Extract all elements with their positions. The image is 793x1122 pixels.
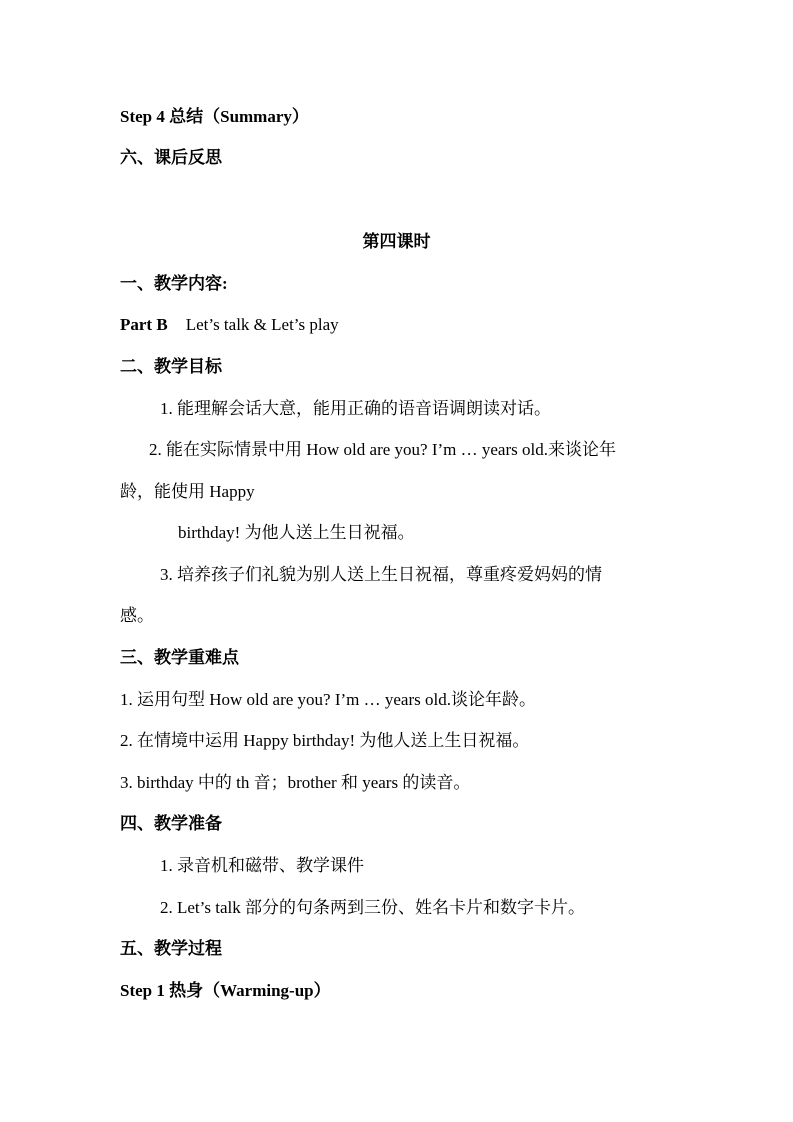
step4-heading: Step 4 总结（Summary） — [120, 107, 309, 126]
keypoint-1: 1. 运用句型 How old are you? I’m … years old.谈论年龄。 — [120, 690, 536, 709]
content-text: Let’s talk & Let’s play — [185, 315, 339, 334]
keypoint-2: 2. 在情境中运用 Happy birthday! 为他人送上生日祝福。 — [120, 731, 530, 750]
section4-heading: 四、教学准备 — [120, 814, 222, 833]
lesson-title: 第四课时 — [362, 232, 431, 251]
section2-heading: 二、教学目标 — [120, 357, 222, 376]
content-part: Part B — [120, 315, 168, 334]
prep-2: 2. Let’s talk 部分的句条两到三份、姓名卡片和数字卡片。 — [160, 898, 585, 917]
objective-3-line-1: 3. 培养孩子们礼貌为别人送上生日祝福，尊重疼爱妈妈的情 — [160, 565, 602, 584]
section6-heading: 六、课后反思 — [120, 148, 222, 167]
objective-2-line-3: birthday! 为他人送上生日祝福。 — [178, 523, 415, 542]
objective-3-line-2: 感。 — [120, 606, 154, 625]
objective-2-line-1: 2. 能在实际情景中用 How old are you? I’m … years old.来谈论年 — [149, 440, 616, 459]
keypoint-3: 3. birthday 中的 th 音；brother 和 years 的读音。 — [120, 773, 471, 792]
section5-heading: 五、教学过程 — [120, 939, 222, 958]
step1-heading: Step 1 热身（Warming-up） — [120, 981, 331, 1000]
objective-2-line-2: 龄，能使用 Happy — [120, 482, 255, 501]
prep-1: 1. 录音机和磁带、教学课件 — [160, 856, 364, 875]
objective-1: 1. 能理解会话大意，能用正确的语音语调朗读对话。 — [160, 399, 551, 418]
section1-heading: 一、教学内容: — [120, 274, 228, 293]
section3-heading: 三、教学重难点 — [120, 648, 239, 667]
content-line — [120, 314, 339, 336]
